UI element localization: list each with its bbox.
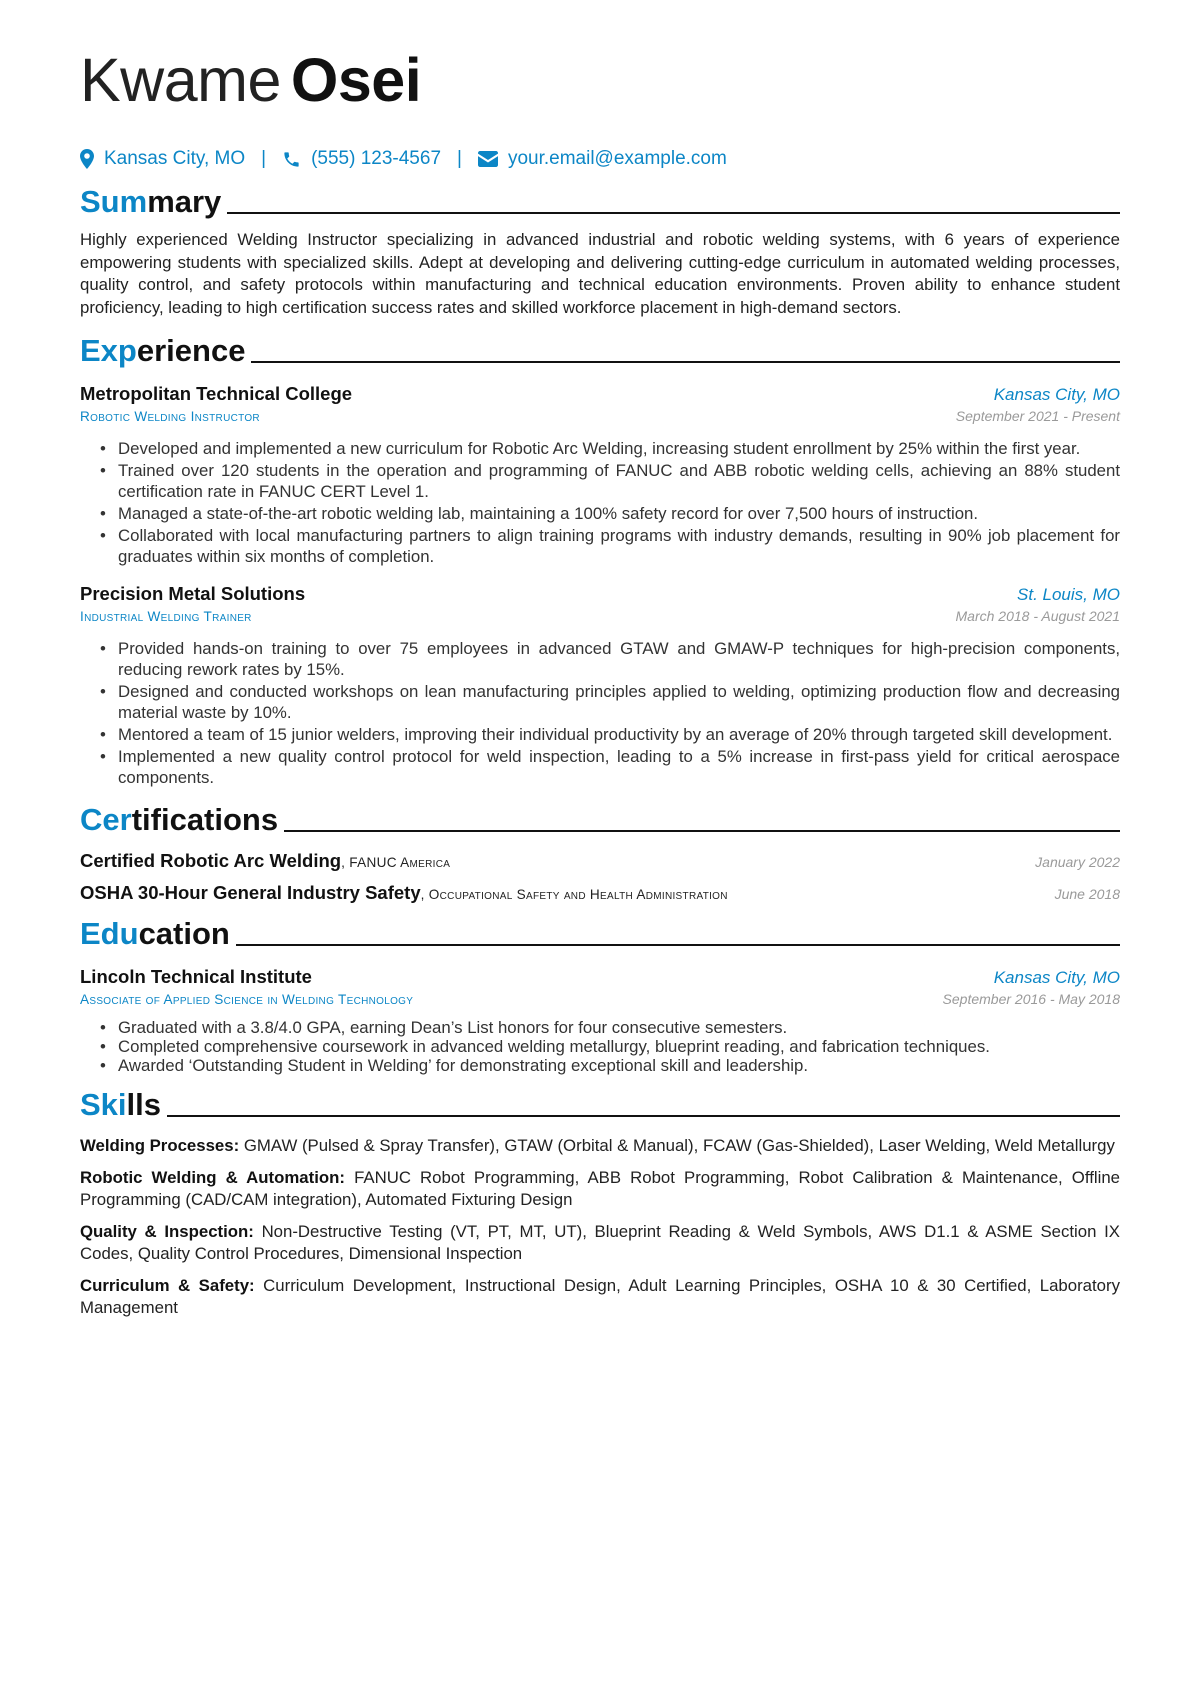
summary-text: Highly experienced Welding Instructor specializing in advanced industrial and robotic welding systems, with 6 years of experience empowering students with specialized skills. Adept at developing and delivering cutting-edge curriculum in automated welding processes, quality control, and safety protocols within manufacturing and technical education environments. Proven ability to enhance student proficiency, leading to high certification success rates and skilled workforce placement in high-demand sectors. (80, 230, 1120, 317)
skill-list: Curriculum Development, Instructional Design, Adult Learning Principles, OSHA 10 & 30 Certified, Laboratory Management (80, 1275, 1120, 1317)
location-text: Kansas City, MO (104, 148, 246, 169)
job-dates: March 2018 - August 2021 (955, 608, 1120, 624)
section-rule (284, 830, 1120, 832)
experience-heading (80, 331, 1120, 369)
job-bullets (80, 438, 1120, 567)
certifications-heading (80, 800, 1120, 838)
candidate-name (80, 40, 1120, 120)
bullet-item: • Provided hands-on training to over 75 employees in advanced GTAW and GMAW-P techniques for high-precision components, reducing rework rates by 15%. (100, 638, 1120, 680)
school-name: Lincoln Technical Institute (80, 966, 312, 987)
job-role: Industrial Welding Trainer (80, 609, 252, 624)
skill-group (80, 1221, 1120, 1266)
education-entry (80, 966, 1120, 1075)
skill-group (80, 1275, 1120, 1320)
contact-location (80, 148, 245, 170)
bullet-item: • Graduated with a 3.8/4.0 GPA, earning Dean’s List honors for four consecutive semesters. (100, 1019, 1120, 1037)
last-name: Osei (290, 46, 422, 114)
contact-separator: | (457, 148, 462, 169)
envelope-icon (478, 151, 498, 167)
skill-group (80, 1135, 1120, 1158)
certification-issuer: FANUC America (349, 855, 451, 870)
certification-title: OSHA 30-Hour General Industry Safety (80, 882, 421, 903)
job-entry (80, 583, 1120, 788)
bullet-item: • Mentored a team of 15 junior welders, improving their individual productivity by an average of 20% through targeted skill development. (100, 724, 1120, 745)
section-rule (251, 361, 1120, 363)
education-dates: September 2016 - May 2018 (942, 991, 1120, 1007)
certification-date: January 2022 (1035, 854, 1120, 870)
skill-list: FANUC Robot Programming, ABB Robot Programming, Robot Calibration & Maintenance, Offline Programming (CAD/CAM integration), Automated Fixturing Design (80, 1167, 1120, 1209)
resume-page (80, 40, 1120, 1320)
certification-item: Certified Robotic Arc Welding, FANUC America January 2022 (80, 850, 1120, 871)
skill-label: Robotic Welding & Automation: (80, 1167, 345, 1187)
degree: Associate of Applied Science in Welding Technology (80, 992, 414, 1007)
phone-text: (555) 123-4567 (311, 148, 442, 169)
certification-date: June 2018 (1054, 886, 1120, 902)
contact-phone[interactable] (282, 148, 441, 170)
bullet-item: • Designed and conducted workshops on lean manufacturing principles applied to welding, optimizing production flow and decreasing material waste by 10%. (100, 681, 1120, 723)
section-rule (227, 212, 1120, 214)
job-organization: Precision Metal Solutions (80, 583, 306, 604)
bullet-item: • Managed a state-of-the-art robotic welding lab, maintaining a 100% safety record for over 7,500 hours of instruction. (100, 503, 1120, 524)
summary-title-accent: Sum (80, 184, 148, 219)
bullet-item: • Awarded ‘Outstanding Student in Welding’ for demonstrating exceptional skill and leadership. (100, 1057, 1120, 1075)
contact-email[interactable] (478, 148, 727, 170)
summary-heading (80, 182, 1120, 220)
job-dates: September 2021 - Present (955, 408, 1120, 424)
experience-title-accent: Exp (80, 333, 137, 368)
phone-icon (282, 150, 301, 169)
education-title-accent: Edu (80, 916, 139, 951)
summary-title-rest: mary (147, 184, 222, 219)
skill-group (80, 1167, 1120, 1212)
experience-title-rest: erience (136, 333, 246, 368)
job-role: Robotic Welding Instructor (80, 409, 260, 424)
email-text: your.email@example.com (507, 148, 727, 169)
contact-separator: | (261, 148, 267, 169)
section-rule (236, 944, 1120, 946)
job-bullets (80, 638, 1120, 788)
bullet-item: • Trained over 120 students in the operation and programming of FANUC and ABB robotic welding cells, achieving an 88% student certification rate in FANUC CERT Level 1. (100, 460, 1120, 502)
contact-bar (80, 146, 1120, 172)
certification-issuer: Occupational Safety and Health Administration (428, 887, 728, 902)
certification-item: OSHA 30-Hour General Industry Safety, Occupational Safety and Health Administration June 2018 (80, 882, 1120, 903)
map-marker-icon (80, 149, 94, 169)
section-rule (167, 1115, 1120, 1117)
education-heading (80, 914, 1120, 952)
certifications-title-rest: tifications (131, 802, 279, 837)
job-organization: Metropolitan Technical College (80, 383, 353, 404)
skills-title-accent: Ski (80, 1087, 127, 1122)
bullet-item: • Developed and implemented a new curriculum for Robotic Arc Welding, increasing student enrollment by 25% within the first year. (100, 438, 1120, 459)
skill-label: Quality & Inspection: (80, 1221, 254, 1241)
skill-list: GMAW (Pulsed & Spray Transfer), GTAW (Orbital & Manual), FCAW (Gas-Shielded), Laser Welding, Weld Metallurgy (243, 1136, 1115, 1155)
job-location: Kansas City, MO (993, 385, 1120, 404)
education-title-rest: cation (138, 916, 230, 951)
education-bullets (80, 1019, 1120, 1075)
skills-title-rest: lls (126, 1087, 161, 1122)
skill-list: Non-Destructive Testing (VT, PT, MT, UT), Blueprint Reading & Weld Symbols, AWS D1.1 & ASME Section IX Codes, Quality Control Procedures, Dimensional Inspection (80, 1221, 1120, 1263)
certification-title: Certified Robotic Arc Welding (80, 850, 342, 871)
skills-heading (80, 1085, 1120, 1123)
bullet-item: • Collaborated with local manufacturing partners to align training programs with industry demands, resulting in 90% job placement for graduates within six months of completion. (100, 525, 1120, 567)
bullet-item: • Completed comprehensive coursework in advanced welding metallurgy, blueprint reading, and fabrication techniques. (100, 1038, 1120, 1056)
skill-label: Welding Processes: (80, 1136, 240, 1155)
certifications-title-accent: Cer (80, 802, 132, 837)
skill-label: Curriculum & Safety: (80, 1275, 255, 1295)
first-name: Kwame (80, 46, 281, 114)
job-entry (80, 383, 1120, 567)
job-location: St. Louis, MO (1017, 585, 1120, 604)
school-location: Kansas City, MO (993, 968, 1120, 987)
bullet-item: • Implemented a new quality control protocol for weld inspection, leading to a 5% increase in first-pass yield for critical aerospace components. (100, 746, 1120, 788)
